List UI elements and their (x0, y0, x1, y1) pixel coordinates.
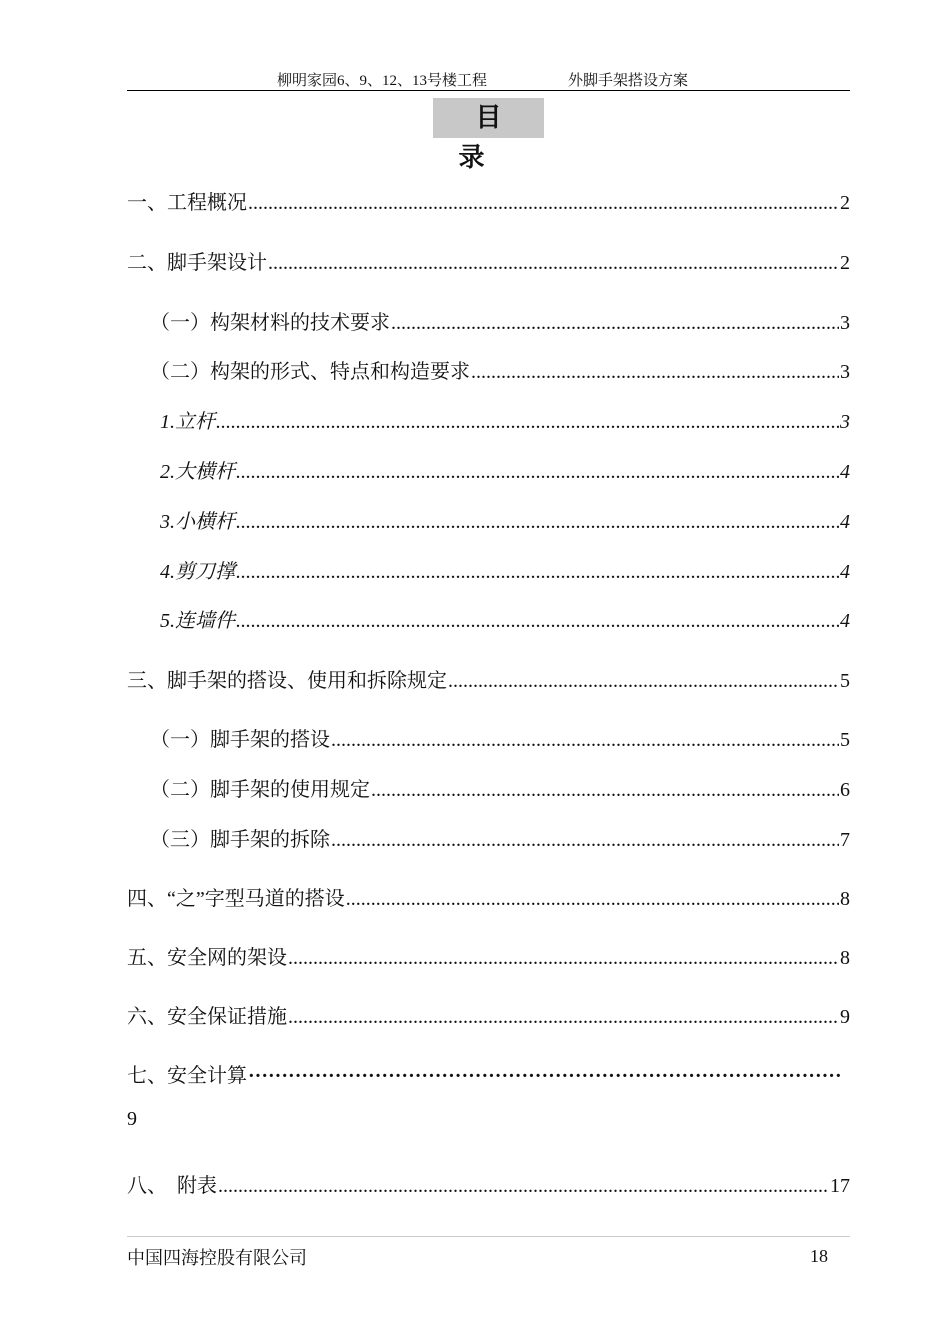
toc-entry-page: 4 (840, 461, 850, 483)
toc-entry[interactable] (127, 664, 850, 693)
toc-leader (346, 888, 839, 911)
toc-entry-page: 2 (840, 252, 850, 274)
toc-entry[interactable] (150, 306, 850, 335)
toc-entry-text: 5.连墙件 (160, 610, 235, 632)
page-footer (127, 1236, 850, 1268)
toc-entry-page: 3 (840, 312, 850, 334)
toc-entry-page: 17 (830, 1175, 850, 1197)
header-project: 柳明家园6、9、12、13号楼工程 (277, 73, 488, 89)
toc-entry[interactable] (127, 186, 850, 215)
toc-entry[interactable] (160, 604, 850, 633)
toc-entry-page: 4 (840, 511, 850, 533)
toc-leader (288, 1006, 839, 1029)
toc-leader (331, 829, 839, 852)
toc-entry[interactable] (150, 723, 850, 752)
toc-entry-text: 2.大横杆 (160, 461, 235, 483)
toc-leader (236, 610, 839, 633)
toc-leader (236, 561, 839, 584)
toc-entry-text: 七、安全计算 (127, 1065, 247, 1087)
toc-entry[interactable] (127, 246, 850, 275)
toc-leader (236, 511, 839, 534)
page-number: 18 (810, 1246, 828, 1266)
toc-entry-page: 8 (840, 947, 850, 969)
toc-entry-text: 四、“之”字型马道的搭设 (127, 888, 345, 910)
toc-entry-text: 1.立杆 (160, 411, 215, 433)
toc-entry[interactable] (127, 1000, 850, 1029)
toc-entry-text: （三）脚手架的拆除 (150, 829, 330, 851)
toc-entry-page: 4 (840, 610, 850, 632)
toc-leader (391, 312, 839, 335)
toc-entry-page: 9 (127, 1108, 137, 1130)
toc-title: 目录 (433, 98, 544, 138)
toc-entry-page: 9 (840, 1006, 850, 1028)
toc-entry[interactable] (150, 773, 850, 802)
toc-entry-text: 二、脚手架设计 (127, 252, 267, 274)
page-header (127, 66, 850, 91)
toc-leader (288, 947, 839, 970)
toc-entry[interactable] (150, 355, 850, 384)
toc-entry[interactable] (160, 555, 850, 584)
toc-entry-text: 一、工程概况 (127, 192, 247, 214)
toc-leader (471, 361, 839, 384)
toc-leader (268, 252, 839, 275)
toc-entry-page: 4 (840, 561, 850, 583)
toc-entry-page: 5 (840, 729, 850, 751)
toc-entry[interactable] (127, 941, 850, 970)
toc-entry-page: 2 (840, 192, 850, 214)
toc-entry-text: 三、脚手架的搭设、使用和拆除规定 (127, 670, 447, 692)
toc-entry-text: （一）脚手架的搭设 (150, 729, 330, 751)
toc-entry-page: 5 (840, 670, 850, 692)
toc-entry[interactable] (127, 1059, 842, 1088)
toc-entry[interactable] (160, 455, 850, 484)
toc-entry-text: （一）构架材料的技术要求 (150, 312, 390, 334)
toc-entry-text: 3.小横杆 (160, 511, 235, 533)
toc-entry[interactable] (150, 823, 850, 852)
footer-company: 中国四海控股有限公司 (127, 1248, 307, 1268)
toc-leader (248, 192, 839, 215)
toc-entry-text: 4.剪刀撑 (160, 561, 235, 583)
toc-entry-page: 3 (840, 361, 850, 383)
toc-leader (248, 1065, 841, 1088)
toc-leader (331, 729, 839, 752)
toc-entry[interactable] (160, 505, 850, 534)
header-doc-title: 外脚手架搭设方案 (568, 73, 689, 89)
toc-entry-page: 8 (840, 888, 850, 910)
toc-entry-page: 6 (840, 779, 850, 801)
toc-entry[interactable] (127, 882, 850, 911)
toc-entry-page: 3 (840, 411, 850, 433)
toc-leader (371, 779, 839, 802)
toc-entry[interactable] (127, 1169, 850, 1198)
toc-entry-text: 八、 附表 (127, 1175, 217, 1197)
toc-entry[interactable] (160, 405, 850, 434)
toc-entry-text: （二）脚手架的使用规定 (150, 779, 370, 801)
toc-entry-page: 7 (840, 829, 850, 851)
toc-entry-text: （二）构架的形式、特点和构造要求 (150, 361, 470, 383)
toc-entry-text: 六、安全保证措施 (127, 1006, 287, 1028)
toc-entry-text: 五、安全网的架设 (127, 947, 287, 969)
toc-leader (216, 411, 839, 434)
toc-leader (218, 1175, 829, 1198)
toc-leader (448, 670, 839, 693)
toc-leader (236, 461, 839, 484)
